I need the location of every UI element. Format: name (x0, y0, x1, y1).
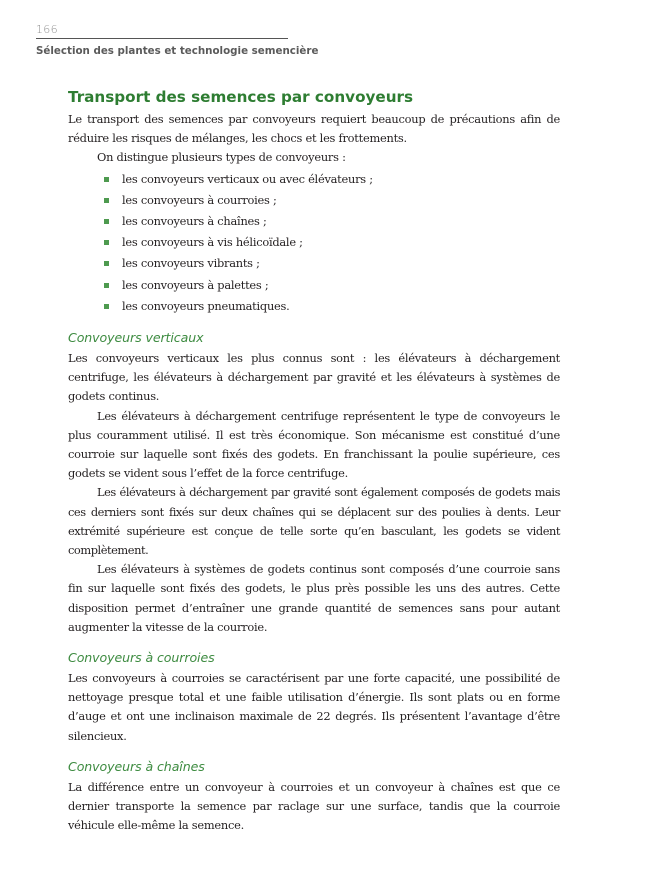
list-item: les convoyeurs à courroies ; (104, 190, 560, 211)
paragraph: La différence entre un convoyeur à courroies et un convoyeur à chaînes est que ce dernier transporte la semence par raclage sur une surface, tandis que la courroie véhicule elle-même la semence. (68, 779, 560, 833)
conveyor-types-list (68, 169, 560, 317)
list-item: les convoyeurs à vis hélicoïdale ; (104, 232, 560, 253)
list-item: les convoyeurs vibrants ; (104, 253, 560, 274)
square-bullet-icon (104, 261, 109, 266)
header-rule (36, 38, 288, 39)
square-bullet-icon (104, 177, 109, 182)
page-content (68, 86, 560, 836)
paragraph: Les convoyeurs verticaux les plus connus sont : les élévateurs à déchargement centrifuge, les élévateurs à déchargement par gravité et les élévateurs à systèmes de godets continus. (68, 351, 560, 404)
paragraph: Les élévateurs à systèmes de godets continus sont composés d’une courroie sans fin sur laquelle sont fixés des godets, le plus près possible les uns des autres. Cette disposition permet d’entraîner une grande quantité de semences sans pour autant augmenter la vitesse de la courroie. (68, 562, 560, 634)
section-title: Transport des semences par convoyeurs (68, 88, 414, 106)
list-item: les convoyeurs à palettes ; (104, 275, 560, 296)
square-bullet-icon (104, 240, 109, 245)
paragraph: Les élévateurs à déchargement par gravité sont également composés de godets mais ces derniers sont fixés sur deux chaînes qui se déplacent sur des poulies à dents. Leur extrémité supérieure est conçue de telle sorte qu’en basculant, les godets se vident complètement. (68, 485, 560, 558)
subsection-title-courroies: Convoyeurs à courroies (68, 650, 215, 666)
paragraph: Les élévateurs à déchargement centrifuge représentent le type de convoyeurs le plus couramment utilisé. Il est très économique. Son mécanisme est constitué d’une courroie sur laquelle sont fixés des godets. En franchissant la poulie supérieure, ces godets se vident sous l’effet de la force centrifuge. (68, 408, 560, 481)
list-item: les convoyeurs à chaînes ; (104, 211, 560, 232)
list-lead: On distingue plusieurs types de convoyeurs : (97, 150, 346, 165)
square-bullet-icon (104, 283, 109, 288)
list-item: les convoyeurs pneumatiques. (104, 296, 560, 317)
subsection-title-chaines: Convoyeurs à chaînes (68, 758, 205, 774)
square-bullet-icon (104, 219, 109, 224)
subsection-title-verticaux: Convoyeurs verticaux (68, 330, 204, 346)
intro-paragraph: Le transport des semences par convoyeurs requiert beaucoup de précautions afin de réduire les risques de mélanges, les chocs et les frottements. (68, 112, 560, 146)
list-item: les convoyeurs verticaux ou avec élévateurs ; (104, 169, 560, 190)
running-title: Sélection des plantes et technologie semencière (36, 45, 319, 57)
page-number: 166 (36, 23, 58, 36)
square-bullet-icon (104, 198, 109, 203)
square-bullet-icon (104, 304, 109, 309)
paragraph: Les convoyeurs à courroies se caractérisent par une forte capacité, une possibilité de nettoyage presque total et une faible utilisation d’énergie. Ils sont plats ou en forme d’auge et ont une inclinaison maximale de 22 degrés. Ils présentent l’avantage d’être silencieux. (68, 671, 560, 743)
